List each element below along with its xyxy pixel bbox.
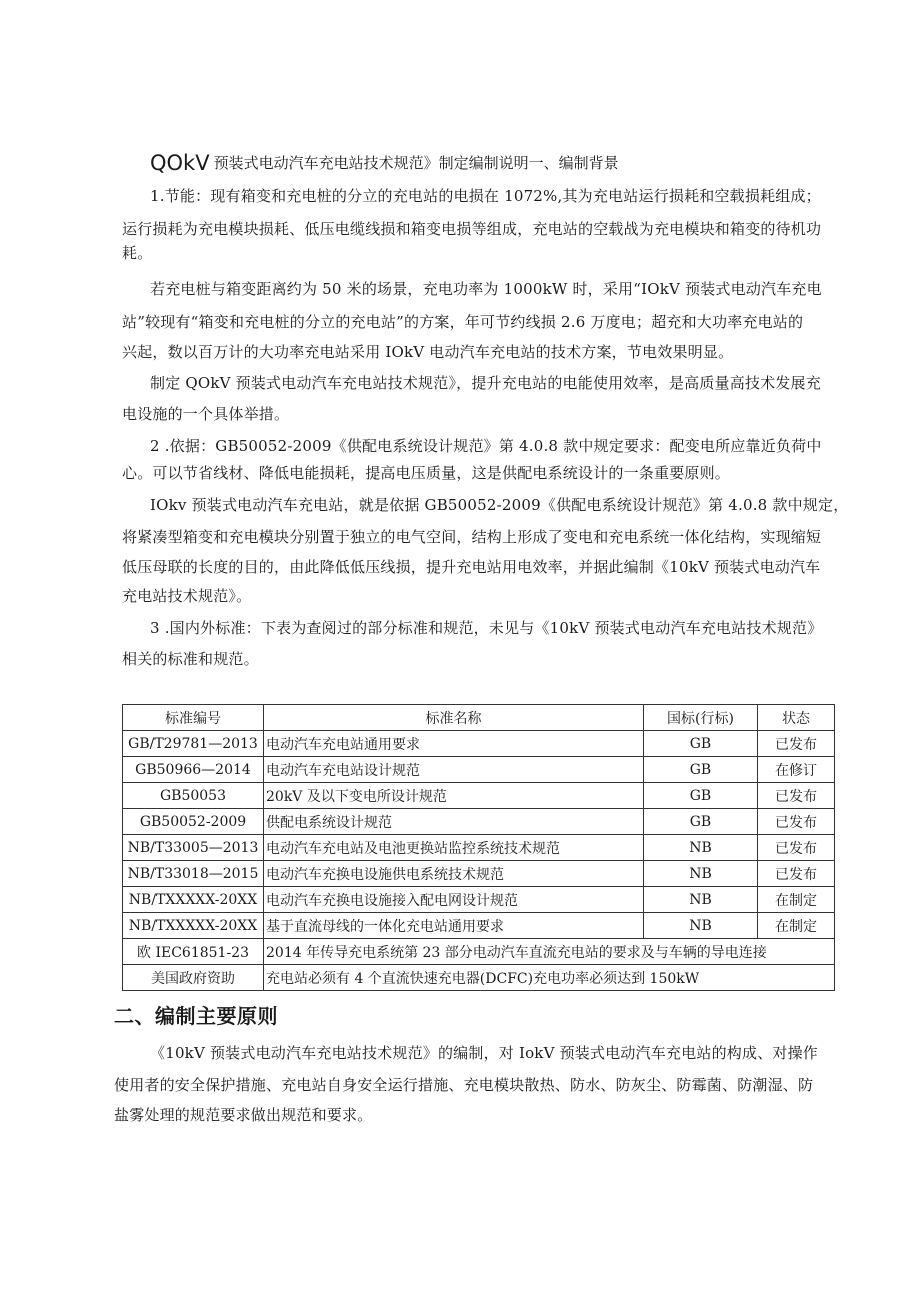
cell-org: NB [644,861,758,887]
table-row [123,939,835,965]
cell-org: GB [644,731,758,757]
cell-status: 在制定 [758,913,835,939]
cell-name: 20kV 及以下变电所设计规范 [264,783,644,809]
cell-code: 欧 IEC61851-23 [123,939,264,965]
cell-code: NB/T33005—2013 [123,835,264,861]
cell-name: 基于直流母线的一体化充电站通用要求 [264,913,644,939]
para5-line4: 充电站技术规范》。 [122,587,252,605]
standards-table [122,704,835,991]
para3-line2: 电设施的一个具体举措。 [122,405,290,423]
cell-code: GB50966—2014 [123,757,264,783]
cell-status: 在修订 [758,757,835,783]
doc-title [150,152,619,174]
para7-line2: 使用者的安全保护措施、充电站自身安全运行措施、充电模块散热、防水、防灰尘、防霉菌、防潮湿、防 [114,1076,814,1094]
para2-line2: 站”较现有“箱变和充电桩的分立的充电站”的方案，年可节约线损 2.6 万度电；超充和大功率充电站的 [122,313,804,331]
para4-line1: 2 .依据：GB50052-2009《供配电系统设计规范》第 4.0.8 款中规定要求：配变电所应靠近负荷中 [150,437,822,455]
cell-name: 电动汽车充换电设施供电系统技术规范 [264,861,644,887]
cell-org: NB [644,913,758,939]
cell-status: 已发布 [758,809,835,835]
cell-org: NB [644,835,758,861]
para2-line1: 若充电桩与箱变距离约为 50 米的场景，充电功率为 1000kW 时，采用“IOkV 预装式电动汽车充电 [150,280,822,298]
para5-line2: 将紧凑型箱变和充电模块分别置于独立的电气空间，结构上形成了变电和充电系统一体化结构，实现缩短 [122,528,822,546]
cell-org: NB [644,887,758,913]
para5-line1: IOkv 预装式电动汽车充电站，就是依据 GB50052-2009《供配电系统设计规范》第 4.0.8 款中规定， [150,496,849,514]
table-row [123,913,835,939]
cell-status: 已发布 [758,783,835,809]
cell-org: GB [644,783,758,809]
para1-line3: 耗。 [122,244,153,262]
para5-line3: 低压母联的长度的目的，由此降低低压线损，提升充电站用电效率，并据此编制《10kV 预装式电动汽车 [122,558,821,576]
table-row [123,835,835,861]
para7-line1: 《10kV 预装式电动汽车充电站技术规范》的编制，对 IokV 预装式电动汽车充电站的构成、对操作 [150,1044,818,1062]
para6-line1: 3 .国内外标准：下表为查阅过的部分标准和规范，未见与《10kV 预装式电动汽车充电站技术规范》 [150,619,823,637]
cell-code: NB/TXXXXX-20XX [123,913,264,939]
table-row [123,731,835,757]
cell-name: 充电站必须有 4 个直流快速充电器(DCFC)充电功率必须达到 150kW [264,965,835,991]
cell-org: GB [644,809,758,835]
table-row [123,965,835,991]
para4-line2: 心。可以节省线材、降低电能损耗，提高电压质量，这是供配电系统设计的一条重要原则。 [122,464,731,482]
cell-code: GB/T29781—2013 [123,731,264,757]
cell-status: 已发布 [758,731,835,757]
table-row [123,757,835,783]
table-header-row [123,705,835,731]
cell-code: GB50053 [123,783,264,809]
cell-name: 2014 年传导充电系统第 23 部分电动汽车直流充电站的要求及与车辆的导电连接 [264,939,835,965]
para1-line2: 运行损耗为充电模块损耗、低压电缆线损和箱变电损等组成，充电站的空载战为充电模块和箱变的待机功 [122,220,822,238]
header-org: 国标(行标) [644,705,758,731]
section2-heading: 二、编制主要原则 [114,1004,278,1028]
cell-status: 已发布 [758,861,835,887]
cell-name: 电动汽车充换电设施接入配电网设计规范 [264,887,644,913]
cell-code: NB/T33018—2015 [123,861,264,887]
cell-name: 电动汽车充电站及电池更换站监控系统技术规范 [264,835,644,861]
para3-line1: 制定 QOkV 预装式电动汽车充电站技术规范》，提升充电站的电能使用效率，是高质量高技术发展充 [150,374,821,392]
cell-status: 已发布 [758,835,835,861]
header-name: 标准名称 [264,705,644,731]
para2-line3: 兴起，数以百万计的大功率充电站采用 IOkV 电动汽车充电站的技术方案，节电效果明显。 [122,343,734,361]
doc-title-text: 预装式电动汽车充电站技术规范》制定编制说明一、编制背景 [213,154,619,172]
cell-code: 美国政府资助 [123,965,264,991]
para1-line1: 1.节能：现有箱变和充电桩的分立的充电站的电损在 1072%,其为充电站运行损耗和空载损耗组成； [150,187,821,205]
table-row [123,861,835,887]
cell-code: NB/TXXXXX-20XX [123,887,264,913]
table-row [123,783,835,809]
header-status: 状态 [758,705,835,731]
cell-name: 电动汽车充电站设计规范 [264,757,644,783]
cell-name: 电动汽车充电站通用要求 [264,731,644,757]
table-row [123,887,835,913]
cell-org: GB [644,757,758,783]
para7-line3: 盐雾处理的规范要求做出规范和要求。 [114,1106,373,1124]
para6-line2: 相关的标准和规范。 [122,650,259,668]
cell-code: GB50052-2009 [123,809,264,835]
cell-name: 供配电系统设计规范 [264,809,644,835]
table-row [123,809,835,835]
doc-title-prefix: QOkV [150,151,210,175]
header-code: 标准编号 [123,705,264,731]
cell-status: 在制定 [758,887,835,913]
